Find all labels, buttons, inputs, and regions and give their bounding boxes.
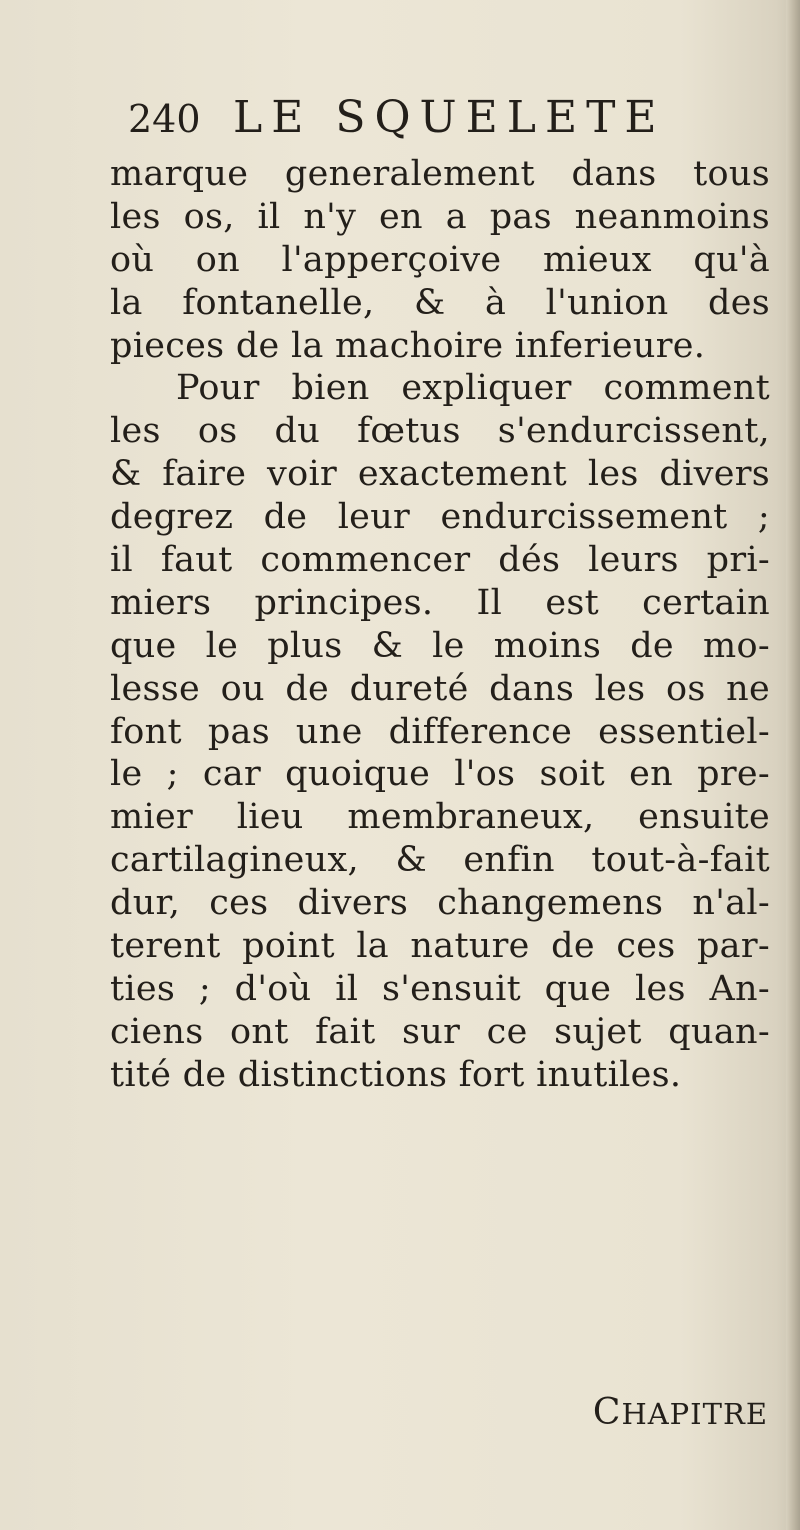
text-line: lesse ou de dureté dans les os ne <box>110 668 770 709</box>
text-line: le ; car quoique l'os soit en pre- <box>110 754 770 795</box>
text-line: terent point la nature de ces par- <box>110 926 770 967</box>
text-line: les os du fœtus s'endurcissent, <box>110 411 770 452</box>
page-number: 240 <box>128 97 201 141</box>
body-text <box>110 153 770 1097</box>
text-line: tité de distinctions fort inutiles. <box>110 1054 682 1095</box>
page-edge <box>786 0 800 1530</box>
running-header <box>128 92 688 150</box>
catchword-rest: HAPITRE <box>621 1397 768 1431</box>
text-line: il faut commencer dés leurs pri- <box>110 540 770 581</box>
text-line: & faire voir exactement les divers <box>110 454 770 495</box>
text-line: ciens ont fait sur ce sujet quan- <box>110 1011 770 1052</box>
text-line: pieces de la machoire inferieure. <box>110 325 706 366</box>
text-line: où on l'apperçoive mieux qu'à <box>110 239 770 280</box>
text-line: ties ; d'où il s'ensuit que les An- <box>110 968 770 1009</box>
text-line: miers principes. Il est certain <box>110 582 770 623</box>
text-line: marque generalement dans tous <box>110 154 770 194</box>
text-line: degrez de leur endurcissement ; <box>110 497 770 538</box>
text-line: la fontanelle, & à l'union des <box>110 282 770 323</box>
text-line: que le plus & le moins de mo- <box>110 625 770 666</box>
text-line: les os, il n'y en a pas neanmoins <box>110 196 770 237</box>
catchword-initial: C <box>592 1392 622 1433</box>
text-line: font pas une difference essentiel- <box>110 711 770 752</box>
text-line: cartilagineux, & enfin tout-à-fait <box>110 840 770 881</box>
text-line: mier lieu membraneux, ensuite <box>110 797 770 838</box>
running-title: LE SQUELETE <box>233 92 666 143</box>
catchword <box>548 1392 768 1442</box>
text-line: dur, ces divers changemens n'al- <box>110 883 770 924</box>
paragraph-start-line: Pour bien expliquer comment <box>176 368 770 409</box>
